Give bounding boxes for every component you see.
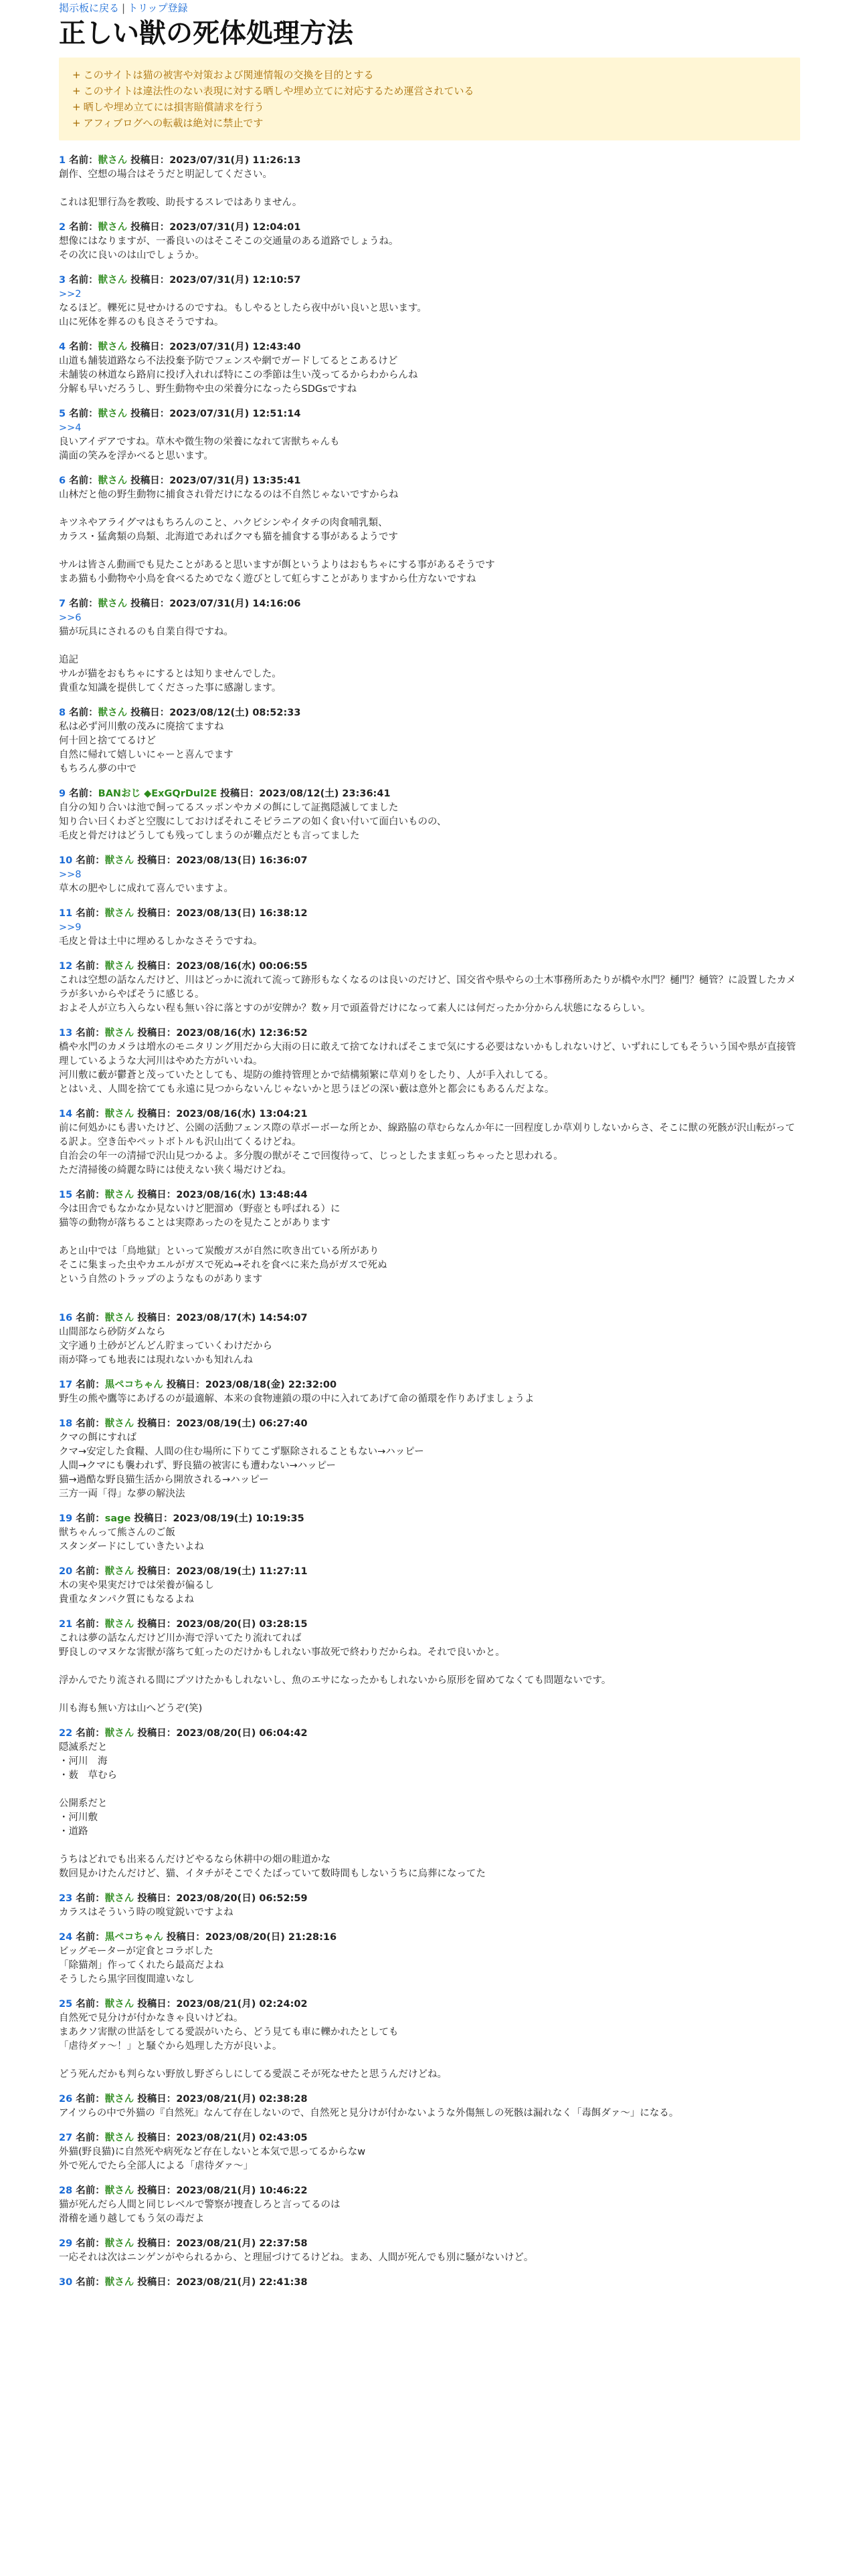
- post-number[interactable]: 2: [59, 222, 66, 233]
- poster-name: 獣さん: [98, 409, 128, 419]
- posted-label: 投稿日：: [130, 222, 170, 233]
- rule-item: [72, 83, 787, 99]
- post: [59, 907, 800, 949]
- name-label: 名前：: [69, 599, 98, 609]
- rule-bullet: +: [72, 101, 81, 113]
- post-header: [59, 474, 800, 488]
- post: [59, 1892, 800, 1920]
- poster-name: 黒ペコちゃん: [104, 1380, 163, 1390]
- post-number[interactable]: 26: [59, 2094, 73, 2105]
- posted-label: 投稿日：: [137, 2094, 177, 2105]
- post-header: [59, 1727, 800, 1741]
- rules-box: [59, 58, 800, 140]
- post-header: [59, 907, 800, 921]
- name-label: 名前：: [76, 1418, 105, 1429]
- posted-label: 投稿日：: [137, 1109, 177, 1119]
- name-label: 名前：: [69, 708, 98, 718]
- post-body: 私は必ず河川敷の茂みに廃捨てますね 何十回と捨ててるけど 自然に帰れて嬉しいにゃーと喜んでます もちろん夢の中で: [59, 722, 233, 774]
- post-body: 猫が死んだら人間と同じレベルで警察が捜査しろと言ってるのは 滑稽を通り越してもう気の毒だよ: [59, 2199, 341, 2224]
- posted-label: 投稿日：: [134, 1513, 173, 1524]
- reply-anchor-link[interactable]: >>8: [59, 869, 82, 880]
- post: [59, 1727, 800, 1881]
- rule-item: [72, 99, 787, 115]
- posted-label: 投稿日：: [166, 1380, 205, 1390]
- posted-label: 投稿日：: [220, 788, 260, 799]
- poster-name: 獣さん: [104, 1999, 134, 2010]
- post-header: [59, 340, 800, 354]
- post-number[interactable]: 19: [59, 1513, 73, 1524]
- name-label: 名前：: [76, 961, 105, 972]
- post-body: 今は田舎でもなかなか見ないけど肥溜め（野壺とも呼ばれる）に 猫等の動物が落ちることは実際あったのを見たことがあります あと山中では「鳥地獄」といって炭酸ガスが自然に吹き出ている所があり そこに集まった虫やカエルがガスで死ぬ→それを食べに来た鳥がガスで死ぬ という自然のトラップのようなものがあります: [59, 1204, 387, 1285]
- post-date: 2023/08/16(水) 13:04:21: [176, 1109, 308, 1119]
- post-date: 2023/08/16(水) 12:36:52: [176, 1028, 308, 1039]
- name-label: 名前：: [76, 2133, 105, 2143]
- post-number[interactable]: 13: [59, 1028, 73, 1039]
- post-number[interactable]: 18: [59, 1418, 73, 1429]
- name-label: 名前：: [76, 2094, 105, 2105]
- post-date: 2023/07/31(月) 14:16:06: [169, 599, 301, 609]
- post-header: [59, 1931, 800, 1945]
- post-number[interactable]: 22: [59, 1728, 73, 1739]
- post-date: 2023/08/19(土) 06:27:40: [176, 1418, 308, 1429]
- post-anchor-line: [59, 288, 800, 302]
- poster-name: BANおじ ◆ExGQrDul2E: [98, 788, 217, 799]
- post-number[interactable]: 30: [59, 2277, 73, 2288]
- post-header: [59, 1565, 800, 1579]
- post-header: [59, 1998, 800, 2012]
- post-body: 野生の熊や鷹等にあげるのが最適解、本来の食物連鎖の環の中に入れてあげて命の循環を作りあげましょうよ: [59, 1394, 535, 1404]
- posted-label: 投稿日：: [137, 1619, 177, 1630]
- post-header: [59, 2184, 800, 2198]
- post-number[interactable]: 24: [59, 1932, 73, 1943]
- poster-name: 獣さん: [104, 1566, 134, 1577]
- post-date: 2023/07/31(月) 13:35:41: [169, 475, 301, 486]
- name-label: 名前：: [69, 275, 98, 286]
- post-body: ビッグモーターが定食とコラボした 「除猫剤」作ってくれたら最高だよね そうしたら黒字回復間違いなし: [59, 1946, 224, 1985]
- post-list: [59, 154, 800, 2290]
- post-date: 2023/08/16(水) 00:06:55: [176, 961, 308, 972]
- post: [59, 1188, 800, 1301]
- post-body: 獣ちゃんって熊さんのご飯 スタンダードにしていきたいよね: [59, 1527, 204, 1552]
- posted-label: 投稿日：: [130, 155, 170, 166]
- post: [59, 221, 800, 263]
- name-label: 名前：: [76, 1028, 105, 1039]
- name-label: 名前：: [76, 2277, 105, 2288]
- post-header: [59, 1027, 800, 1041]
- post-anchor-line: [59, 921, 800, 935]
- post: [59, 597, 800, 695]
- post-number[interactable]: 23: [59, 1893, 73, 1904]
- post-header: [59, 2092, 800, 2107]
- reply-anchor-link[interactable]: >>2: [59, 289, 82, 300]
- rule-bullet: +: [72, 69, 81, 81]
- poster-name: 獣さん: [98, 599, 128, 609]
- name-label: 名前：: [69, 788, 98, 799]
- post-header: [59, 1378, 800, 1392]
- post: [59, 706, 800, 776]
- poster-name: 獣さん: [104, 855, 134, 866]
- poster-name: sage: [104, 1513, 131, 1524]
- post-date: 2023/07/31(月) 11:26:13: [169, 155, 301, 166]
- poster-name: 獣さん: [104, 1619, 134, 1630]
- poster-name: 獣さん: [98, 475, 128, 486]
- posted-label: 投稿日：: [137, 1418, 177, 1429]
- reply-anchor-link[interactable]: >>4: [59, 423, 82, 433]
- posted-label: 投稿日：: [137, 908, 177, 919]
- post: [59, 2092, 800, 2121]
- posted-label: 投稿日：: [137, 855, 177, 866]
- posted-label: 投稿日：: [137, 1893, 177, 1904]
- rule-text: 晒しや埋め立てには損害賠償請求を行う: [83, 101, 264, 113]
- post: [59, 1998, 800, 2082]
- post-date: 2023/08/20(日) 06:52:59: [176, 1893, 308, 1904]
- post-body: 猫が玩具にされるのも自業自得ですね。 追記 サルが猫をおもちゃにするとは知りませんでした。 貴重な知識を提供してくださった事に感謝します。: [59, 627, 282, 693]
- post-body: 山道も舗装道路なら不法投棄予防でフェンスや網でガードしてるとこあるけど 未舗装の林道なら路肩に投げ入れれば特にこの季節は生い茂ってるからわからんね 分解も早いだろうし、野生動物や虫の栄養分になったらSDGsですね: [59, 356, 418, 395]
- post-number[interactable]: 4: [59, 342, 66, 352]
- post-number[interactable]: 6: [59, 475, 66, 486]
- posted-label: 投稿日：: [137, 2238, 177, 2249]
- poster-name: 獣さん: [104, 1028, 134, 1039]
- post-header: [59, 854, 800, 868]
- poster-name: 獣さん: [104, 2185, 134, 2196]
- name-label: 名前：: [76, 2238, 105, 2249]
- post-date: 2023/08/19(土) 10:19:35: [173, 1513, 304, 1524]
- post-header: [59, 1188, 800, 1202]
- post-header: [59, 2276, 800, 2290]
- post-date: 2023/08/13(日) 16:38:12: [176, 908, 308, 919]
- post-body: 自分の知り合いは池で飼ってるスッポンやカメの餌にして証拠隠滅してました 知り合い曰くわざと空腹にしておけばそれこそピラニアの如く食い付いて面白いものの、 毛皮と骨だけはどうしても残ってしまうのが難点だとも言ってました: [59, 802, 447, 841]
- post-number[interactable]: 28: [59, 2185, 73, 2196]
- post-body: 草木の肥やしに成れて喜んでいますよ。: [59, 883, 233, 894]
- back-to-board-link[interactable]: 掲示板に戻る: [59, 2, 120, 14]
- rule-text: このサイトは違法性のない表現に対する晒しや埋め立てに対応するため運営されている: [83, 85, 474, 97]
- rule-bullet: +: [72, 117, 81, 129]
- posted-label: 投稿日：: [137, 2133, 177, 2143]
- post-body: 良いアイデアですね。草木や微生物の栄養になれて害獣ちゃんも 満面の笑みを浮かべると思います。: [59, 437, 340, 461]
- poster-name: 獣さん: [104, 2277, 134, 2288]
- post: [59, 340, 800, 397]
- post-date: 2023/08/21(月) 02:38:28: [176, 2094, 308, 2105]
- poster-name: 獣さん: [98, 275, 128, 286]
- post-number[interactable]: 8: [59, 708, 66, 718]
- post-header: [59, 1107, 800, 1121]
- post-number[interactable]: 3: [59, 275, 66, 286]
- post-body: 毛皮と骨は土中に埋めるしかなさそうですね。: [59, 936, 263, 947]
- post-body: 一応それは次はニンゲンがやられるから、と理屈づけてるけどね。まあ、人間が死んでも別に騒がないけど。: [59, 2252, 534, 2263]
- post-body: 木の実や果実だけでは栄養が偏るし 貴重なタンパク質にもなるよね: [59, 1580, 214, 1605]
- post: [59, 274, 800, 330]
- post-body: 前に何処かにも書いたけど、公園の活動フェンス際の草ボーボーな所とか、線路脇の草むらなんか年に一回程度しか草刈りしないからさ、そこに獣の死骸が沢山転がってる訳よ。空き缶やペットボトルも沢山出てくるけどね。 自治会の年一の清掃で沢山見つかるよ。多分腹の獣がそこで回復待って、じっとしたまま虹っちゃったと思われる。 ただ清掃後の綺麗な時には使えない狭く場だけどね。: [59, 1123, 795, 1176]
- post: [59, 1311, 800, 1368]
- post-number[interactable]: 16: [59, 1313, 73, 1323]
- post-date: 2023/07/31(月) 12:43:40: [169, 342, 301, 352]
- posted-label: 投稿日：: [137, 2277, 177, 2288]
- name-label: 名前：: [69, 342, 98, 352]
- post-body: 隠滅系だと ・河川 海 ・薮 草むら 公開系だと ・河川敷 ・道路 うちはどれでも出来るんだけどやるなら休耕中の畑の畦道かな 数回見かけたんだけど、猫、イタチがそこでくたばっていて数時間もしないうちに烏葬になってた: [59, 1742, 486, 1879]
- post-date: 2023/08/18(金) 22:32:00: [205, 1380, 337, 1390]
- poster-name: 獣さん: [104, 1190, 134, 1200]
- post-header: [59, 154, 800, 168]
- post-header: [59, 706, 800, 720]
- post-body: これは空想の話なんだけど、川はどっかに流れて流って跡形もなくなるのは良いのだけど、国交省や県やらの土木事務所あたりが橋や水門？樋門？樋管？に設置したカメラが多いからやばそうに感じる。 およそ人が立ち入らない程も無い谷に落とすのが安牌か？数ヶ月で頭蓋骨だけになって素人には何だったか分からん状態になるらしい。: [59, 975, 796, 1014]
- post-anchor-line: [59, 421, 800, 435]
- name-label: 名前：: [69, 409, 98, 419]
- posted-label: 投稿日：: [166, 1932, 205, 1943]
- post-body: クマの餌にすれば クマ→安定した食糧、人間の住む場所に下りてこず駆除されることもない→ハッピー 人間→クマにも襲われず、野良猫の被害にも遭わない→ハッピー 猫→過酷な野良猫生活から開放される→ハッピー 三方一両「得」な夢の解決法: [59, 1432, 424, 1499]
- post: [59, 960, 800, 1016]
- reply-anchor-link[interactable]: >>6: [59, 613, 82, 623]
- post-number[interactable]: 9: [59, 788, 66, 799]
- posted-label: 投稿日：: [130, 708, 170, 718]
- posted-label: 投稿日：: [130, 599, 170, 609]
- poster-name: 獣さん: [98, 222, 128, 233]
- name-label: 名前：: [76, 1380, 105, 1390]
- post-date: 2023/08/21(月) 22:37:58: [176, 2238, 308, 2249]
- posted-label: 投稿日：: [137, 1728, 177, 1739]
- name-label: 名前：: [76, 908, 105, 919]
- post-date: 2023/08/21(月) 02:43:05: [176, 2133, 308, 2143]
- name-label: 名前：: [76, 1932, 105, 1943]
- poster-name: 獣さん: [104, 908, 134, 919]
- post-date: 2023/08/16(水) 13:48:44: [176, 1190, 308, 1200]
- post-body: これは夢の話なんだけど川か海で浮いてたり流れてれば 野良しのマヌケな害獣が落ちて虹ったのだけかもしれない事故死で終わりだからね。それで良いかと。 浮かんでたり流される間にプツけたかもしれないし、魚のエサになったかもしれないから原形を留めてなくても問題ないです。 川も海も無い方は山へどうぞ(笑): [59, 1633, 611, 1714]
- posted-label: 投稿日：: [137, 961, 177, 972]
- poster-name: 獣さん: [98, 708, 128, 718]
- name-label: 名前：: [69, 475, 98, 486]
- post: [59, 1512, 800, 1554]
- post-date: 2023/07/31(月) 12:04:01: [169, 222, 301, 233]
- post-header: [59, 787, 800, 801]
- post-number[interactable]: 20: [59, 1566, 73, 1577]
- post-date: 2023/08/20(日) 06:04:42: [176, 1728, 308, 1739]
- name-label: 名前：: [76, 1619, 105, 1630]
- poster-name: 獣さん: [104, 961, 134, 972]
- post-date: 2023/08/19(土) 11:27:11: [176, 1566, 308, 1577]
- post-number[interactable]: 11: [59, 908, 73, 919]
- post-body: 想像にはなりますが、一番良いのはそこそこの交通量のある道路でしょうね。 その次に良いのは山でしょうか。: [59, 236, 399, 261]
- post-body: なるほど。轢死に見せかけるのですね。もしやるとしたら夜中がい良いと思います。 山に死体を葬るのも良さそうですね。: [59, 303, 427, 328]
- post-header: [59, 274, 800, 288]
- post-header: [59, 221, 800, 235]
- name-label: 名前：: [76, 1728, 105, 1739]
- name-label: 名前：: [76, 1513, 105, 1524]
- post-number[interactable]: 5: [59, 409, 66, 419]
- posted-label: 投稿日：: [137, 1566, 177, 1577]
- post-date: 2023/08/17(木) 14:54:07: [176, 1313, 308, 1323]
- rule-bullet: +: [72, 85, 81, 97]
- post-header: [59, 1512, 800, 1526]
- rules-list: [72, 67, 787, 131]
- post-body: 創作、空想の場合はそうだと明記してください。 これは犯罪行為を教唆、助長するスレではありません。: [59, 169, 302, 208]
- poster-name: 獣さん: [98, 155, 128, 166]
- posted-label: 投稿日：: [130, 409, 170, 419]
- thread-title: 正しい獣の死体処理方法: [59, 18, 353, 49]
- post-body: 山間部なら砂防ダムなら 文字通り土砂がどんどん貯まっていくわけだから 雨が降っても地表には現れないかも知れんね: [59, 1327, 272, 1366]
- post-number[interactable]: 1: [59, 155, 66, 166]
- post-number[interactable]: 15: [59, 1190, 73, 1200]
- post: [59, 2184, 800, 2226]
- post-header: [59, 1892, 800, 1906]
- poster-name: 獣さん: [104, 1418, 134, 1429]
- rule-text: このサイトは猫の被害や対策および関連情報の交換を目的とする: [83, 69, 374, 81]
- post-number[interactable]: 29: [59, 2238, 73, 2249]
- rule-item: [72, 115, 787, 131]
- post-number[interactable]: 14: [59, 1109, 73, 1119]
- name-label: 名前：: [76, 1313, 105, 1323]
- post-number[interactable]: 10: [59, 855, 73, 866]
- post: [59, 1618, 800, 1716]
- name-label: 名前：: [69, 155, 98, 166]
- post-date: 2023/08/21(月) 02:24:02: [176, 1999, 308, 2010]
- post-body: 橋や水門のカメラは増水のモニタリング用だから大雨の日に敢えて捨てなければそこまで気にする必要はないかもしれないけど、いずれにしてもそういう国や県が直接管理しているような大河川はやめた方がいいね。 河川敷に藪が鬱蒼と茂っていたとしても、堤防の維持管理とかで結構頻繁に草刈りをしたり、人が手入れしてる。 とはいえ、人間を捨てても永遠に見つからないんじゃないかと思うほどの深い藪は意外と都会にもあるんだよな。: [59, 1042, 796, 1095]
- name-label: 名前：: [76, 1999, 105, 2010]
- post: [59, 474, 800, 586]
- posted-label: 投稿日：: [130, 275, 170, 286]
- name-label: 名前：: [76, 1893, 105, 1904]
- post: [59, 1931, 800, 1987]
- post: [59, 154, 800, 210]
- post: [59, 407, 800, 463]
- poster-name: 獣さん: [104, 1109, 134, 1119]
- post-header: [59, 407, 800, 421]
- post: [59, 1417, 800, 1501]
- post-date: 2023/08/21(月) 22:41:38: [176, 2277, 308, 2288]
- post-number[interactable]: 21: [59, 1619, 73, 1630]
- post-date: 2023/08/20(日) 21:28:16: [205, 1932, 337, 1943]
- name-label: 名前：: [69, 222, 98, 233]
- post-header: [59, 2237, 800, 2251]
- name-label: 名前：: [76, 1109, 105, 1119]
- post-number[interactable]: 25: [59, 1999, 73, 2010]
- post-body: アイツらの中で外猫の『自然死』なんて存在しないので、自然死と見分けが付かないような外傷無しの死骸は漏れなく「毒餌ダァ〜」になる。: [59, 2108, 679, 2119]
- posted-label: 投稿日：: [137, 1190, 177, 1200]
- poster-name: 獣さん: [98, 342, 128, 352]
- poster-name: 黒ペコちゃん: [104, 1932, 163, 1943]
- post-header: [59, 1417, 800, 1431]
- post-header: [59, 597, 800, 611]
- post-number[interactable]: 12: [59, 961, 73, 972]
- rule-text: アフィブログへの転載は絶対に禁止です: [83, 117, 264, 129]
- post-date: 2023/07/31(月) 12:10:57: [169, 275, 301, 286]
- post-date: 2023/08/12(土) 08:52:33: [169, 708, 301, 718]
- post-header: [59, 2131, 800, 2145]
- post-header: [59, 1311, 800, 1325]
- post-date: 2023/08/12(土) 23:36:41: [259, 788, 391, 799]
- post: [59, 787, 800, 843]
- posted-label: 投稿日：: [137, 2185, 177, 2196]
- post-number[interactable]: 7: [59, 599, 66, 609]
- post-date: 2023/08/20(日) 03:28:15: [176, 1619, 308, 1630]
- post: [59, 2237, 800, 2265]
- post: [59, 854, 800, 896]
- poster-name: 獣さん: [104, 1313, 134, 1323]
- post-number[interactable]: 27: [59, 2133, 73, 2143]
- post: [59, 2131, 800, 2173]
- post-body: カラスはそういう時の嗅覚鋭いですよね: [59, 1907, 233, 1918]
- reply-anchor-link[interactable]: >>9: [59, 922, 82, 933]
- trip-register-link[interactable]: トリップ登録: [128, 2, 188, 14]
- post: [59, 2276, 800, 2290]
- posted-label: 投稿日：: [137, 1313, 177, 1323]
- poster-name: 獣さん: [104, 2094, 134, 2105]
- poster-name: 獣さん: [104, 1893, 134, 1904]
- post-header: [59, 960, 800, 974]
- name-label: 名前：: [76, 1566, 105, 1577]
- post: [59, 1378, 800, 1406]
- name-label: 名前：: [76, 855, 105, 866]
- post-date: 2023/07/31(月) 12:51:14: [169, 409, 301, 419]
- post-body: 山林だと他の野生動物に捕食され骨だけになるのは不自然じゃないですからね キツネやアライグマはもちろんのこと、ハクビシンやイタチの肉食哺乳類、 カラス・猛禽類の鳥類、北海道であればクマも猫を捕食する事があるようです サルは皆さん動画でも見たことがあると思いますが餌というよりはおもちゃにする事があるそうです まあ猫も小動物や小鳥を食べるためでなく遊びとして虹らすことがありますから仕方ないですね: [59, 490, 495, 584]
- poster-name: 獣さん: [104, 1728, 134, 1739]
- poster-name: 獣さん: [104, 2238, 134, 2249]
- poster-name: 獣さん: [104, 2133, 134, 2143]
- post: [59, 1027, 800, 1097]
- post-anchor-line: [59, 868, 800, 882]
- post-number[interactable]: 17: [59, 1380, 73, 1390]
- name-label: 名前：: [76, 1190, 105, 1200]
- post-body: 自然死で見分けが付かなきゃ良いけどね。 まあクソ害獣の世話をしてる愛誤がいたら、どう見ても車に轢かれたとしても 「虐待ダァ〜！」と騒ぐから処理した方が良いよ。 どう死んだかも判らない野放し野ざらしにしてる愛誤こそが死なせたと思うんだけどね。: [59, 2013, 447, 2080]
- post-body: 外猫(野良猫)に自然死や病死など存在しないと本気で思ってるからなw 外で死んでたら全部人による「虐待ダァ〜」: [59, 2147, 366, 2171]
- posted-label: 投稿日：: [130, 342, 170, 352]
- nav-separator: |: [122, 2, 126, 14]
- post: [59, 1565, 800, 1607]
- post-date: 2023/08/21(月) 10:46:22: [176, 2185, 308, 2196]
- rule-item: [72, 67, 787, 83]
- posted-label: 投稿日：: [130, 475, 170, 486]
- top-nav: [59, 0, 800, 15]
- post-header: [59, 1618, 800, 1632]
- posted-label: 投稿日：: [137, 1999, 177, 2010]
- post: [59, 1107, 800, 1178]
- post-date: 2023/08/13(日) 16:36:07: [176, 855, 308, 866]
- posted-label: 投稿日：: [137, 1028, 177, 1039]
- name-label: 名前：: [76, 2185, 105, 2196]
- post-anchor-line: [59, 611, 800, 625]
